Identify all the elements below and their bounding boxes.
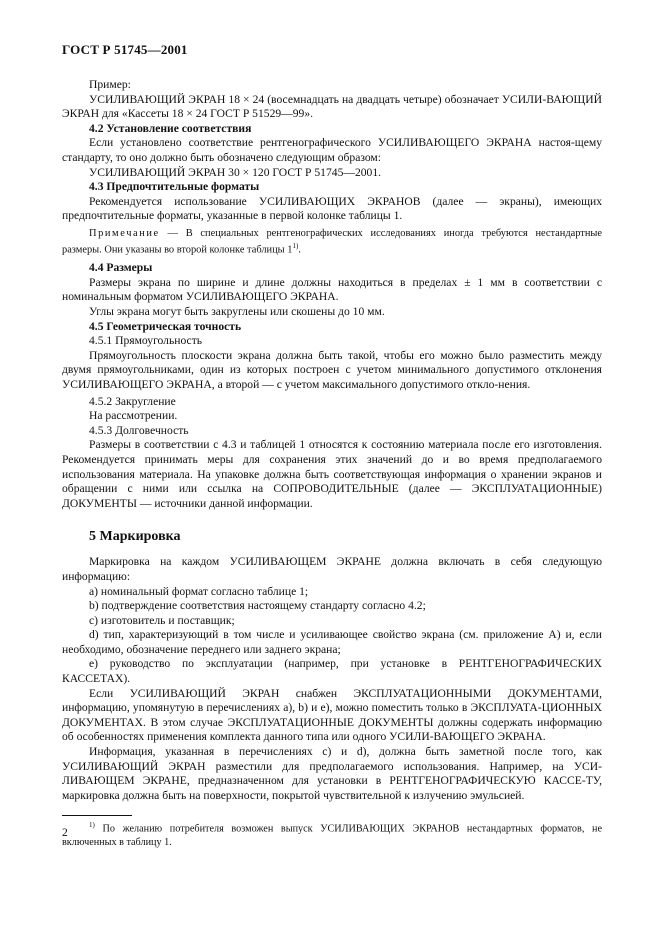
paragraph: Если установлено соответствие рентгенографического УСИЛИВАЮЩЕГО ЭКРАНА настоя-щему стандарту, то оно должно быть обозначено следующим образом: [62,136,602,164]
footnote-text: По желанию потребителя возможен выпуск УСИЛИВАЮЩИХ ЭКРАНОВ нестандартных форматов, не включенных в таблицу 1. [62,823,602,848]
subsection-4-5-3: 4.5.3 Долговечность [89,423,189,437]
subsection-4-5-1: 4.5.1 Прямоугольность [89,334,203,348]
paragraph: УСИЛИВАЮЩИЙ ЭКРАН 30 × 120 ГОСТ Р 51745—2001. [89,165,382,179]
note-label: Примечание [89,227,160,239]
subsection-4-5-2: 4.5.2 Закругление [89,394,176,408]
paragraph: На рассмотрении. [89,409,178,423]
note-text: — В специальных рентгенографических исследованиях иногда требуются нестандартные размеры. Они указаны во второй колонке таблицы 1 [62,227,602,256]
page-body [62,78,602,849]
footnote-divider [62,815,132,816]
footnote-marker: 1) [89,821,95,830]
list-item: e) руководство по эксплуатации (например, при установке в РЕНТГЕНОГРАФИЧЕСКИХ КАССЕТАХ). [62,657,602,686]
paragraph: Размеры экрана по ширине и длине должны находиться в пределах ± 1 мм в соответствии с номинальным форматом УСИЛИВАЮЩЕГО ЭКРАНА. [62,275,602,304]
paragraph: Информация, указанная в перечислениях с) и d), должна быть заметной после того, как УСИЛИВАЮЩИЙ ЭКРАН разместили для предполагаемого использования. Например, на УСИ-ЛИВАЮЩЕМ ЭКРАНЕ, предназначенном для установки в РЕНТГЕНОГРАФИЧЕСКУЮ КАССЕ-ТУ, маркировка должна быть на поверхности, покрытой чувствительной к излучению эмульсией. [62,745,602,802]
list-item: c) изготовитель и поставщик; [89,613,235,627]
paragraph: Размеры в соответствии с 4.3 и таблицей 1 относятся к состоянию материала после его изготовления. Рекомендуется принимать меры для сохранения этих значений до и во время предполагаемого использования материала. На упаковке должна быть соответствующая информация о хранении экранов и обращении с ними или ссылка на СОПРОВОДИТЕЛЬНЫЕ (далее — ЭКСПЛУАТАЦИОННЫЕ) ДОКУМЕНТЫ — источники данной информации. [62,438,602,510]
footnote [62,819,602,848]
example-text: УСИЛИВАЮЩИЙ ЭКРАН 18 × 24 (восемнадцать на двадцать четыре) обозначает УСИЛИ-ВАЮЩИЙ ЭКРАН для «Кассеты 18 × 24 ГОСТ Р 51529—99». [62,92,602,121]
section-4-5-heading: 4.5 Геометрическая точность [89,319,242,333]
paragraph: Углы экрана могут быть закруглены или скошены до 10 мм. [89,305,385,318]
note: Примечание — В специальных рентгенографических исследованиях иногда требуются нестандартные размеры. Они указаны во второй колонке таблицы 1$^{1)}$. [62,227,602,256]
section-4-4-heading: 4.4 Размеры [89,261,153,275]
page-number: 2 [62,826,68,839]
example-label: Пример: [89,78,131,91]
paragraph: Рекомендуется использование УСИЛИВАЮЩИХ ЭКРАНОВ (далее — экраны), имеющих предпочтительные форматы, указанные в первой колонке таблицы 1. [62,194,602,223]
section-4-2-heading: 4.2 Установление соответствия [89,121,252,135]
section-4-3-heading: 4.3 Предпочтительные форматы [89,180,260,194]
section-5-heading: 5 Маркировка [89,529,181,545]
document-header: ГОСТ Р 51745—2001 [62,42,188,57]
paragraph: Маркировка на каждом УСИЛИВАЮЩЕМ ЭКРАНЕ должна включать в себя следующую информацию: [62,555,602,583]
list-item: b) подтверждение соответствия настоящему стандарту согласно 4.2; [89,599,426,613]
paragraph: Прямоугольность плоскости экрана должна быть такой, чтобы его можно было разместить между двумя прямоугольниками, один из которых построен с учетом минимального допустимого отклонения УСИЛИВАЮЩЕГО ЭКРАНА, а второй — с учетом максимального допустимого откло-нения. [62,348,602,391]
list-item: d) тип, характеризующий в том числе и усиливающее свойство экрана (см. приложение А) и, если необходимо, обозначение переднего или заднего экрана; [62,628,602,656]
note-footnote-ref: 1) [292,242,299,251]
list-item: a) номинальный формат согласно таблице 1; [89,584,309,598]
paragraph: Если УСИЛИВАЮЩИЙ ЭКРАН снабжен ЭКСПЛУАТАЦИОННЫМИ ДОКУМЕНТАМИ, информацию, упомянутую в перечислениях а), b) и е), можно поместить только в ЭКСПЛУАТА-ЦИОННЫХ ДОКУМЕНТАХ. В этом случае ЭКСПЛУАТАЦИОННЫЕ ДОКУМЕНТЫ должны содержать информацию об особенностях применения комплекта данного типа или одного УСИЛИ-ВАЮЩЕГО ЭКРАНА. [62,686,602,744]
